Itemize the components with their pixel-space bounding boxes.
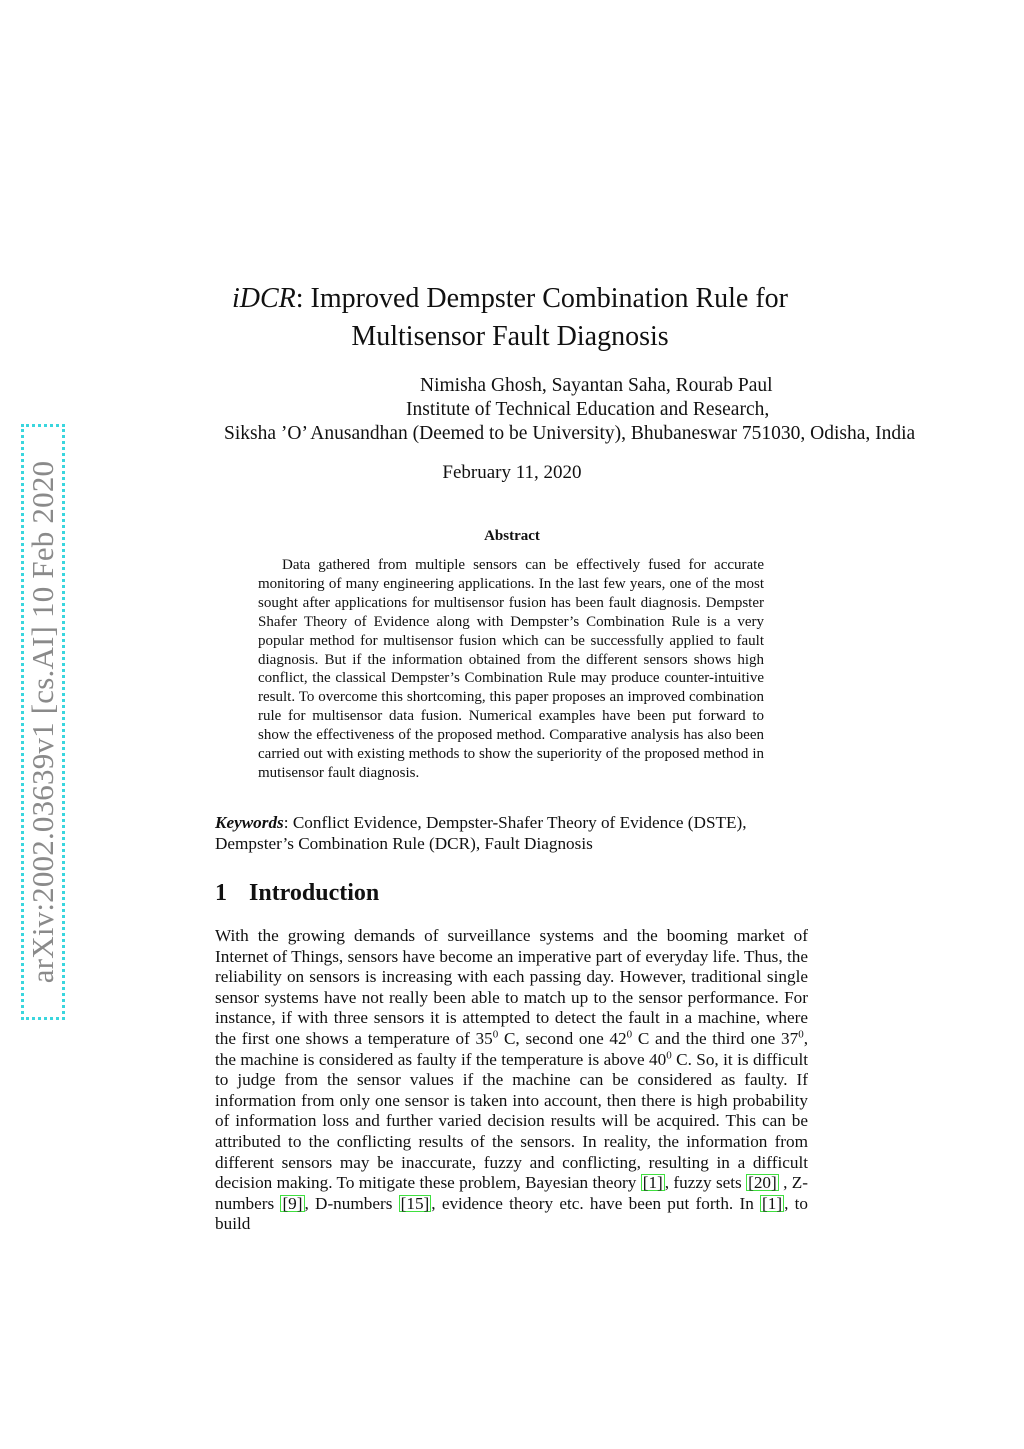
section-number: 1 (215, 880, 227, 906)
citation-link[interactable]: [9] (282, 1193, 303, 1213)
author-names: Nimisha Ghosh, Sayantan Saha, Rourab Paul (420, 375, 773, 396)
arxiv-identifier: arXiv:2002.03639v1 [cs.AI] 10 Feb 2020 (25, 460, 60, 984)
title-acronym: iDCR (231, 283, 296, 314)
section-heading-introduction (215, 880, 379, 907)
affiliation-line-2: Siksha ’O’ Anusandhan (Deemed to be University), Bhubaneswar 751030, Odisha, India (224, 423, 916, 444)
intro-text-4: , the machine is considered as faulty if the temperature is above 40 (215, 1028, 808, 1069)
title-line-2: Multisensor Fault Diagnosis (351, 321, 669, 352)
title-line-1 (150, 280, 870, 318)
intro-text-2: C, second one 42 (498, 1028, 627, 1048)
citation-link[interactable]: [20] (748, 1173, 777, 1193)
introduction-paragraph (215, 926, 808, 1235)
intro-text-9: , evidence theory etc. have been put forth. In (431, 1193, 761, 1213)
intro-text-3: C and the third one 37 (632, 1028, 799, 1048)
paper-title (150, 280, 870, 356)
citation-link[interactable]: [15] (400, 1193, 430, 1213)
keywords-label: Keywords (215, 813, 284, 832)
keywords (215, 812, 819, 854)
title-line-1-text: : Improved Dempster Combination Rule for (295, 283, 789, 314)
superscript-degree: 0 (798, 1028, 804, 1041)
intro-text-5: C. So, it is difficult to judge from the sensor values if the machine can be considered as faulty. If information from only one sensor is taken into account, then there is high probability of information loss and further varied decision results will be acquired. This can be attributed to the conflicting results of the sensors. In reality, the information from different sensors may be inaccurate, fuzzy and conflicting, resulting in a difficult decision making. To mitigate these problem, Bayesian theory (215, 1049, 809, 1193)
affiliation-line-1: Institute of Technical Education and Research, (406, 399, 770, 420)
superscript-degree: 0 (666, 1048, 672, 1061)
superscript-degree: 0 (626, 1028, 633, 1041)
paper-date: February 11, 2020 (442, 462, 582, 483)
superscript-degree: 0 (492, 1028, 499, 1041)
intro-text-1: With the growing demands of surveillance systems and the booming market of Internet of Things, sensors have become an imperative part of everyday life. Thus, the reliability on sensors is increasing with each passing day. However, traditional single sensor systems have not really been able to match up to the sensor performance. For instance, if with three sensors it is attempted to detect the fault in a machine, where the first one shows a temperature of 35 (215, 926, 808, 1048)
abstract-text: Data gathered from multiple sensors can be effectively fused for accurate monitoring of many engineering applications. In the last few years, one of the most sought after applications for multisensor fusion has been fault diagnosis. Dempster Shafer Theory of Evidence along with Dempster’s Combination Rule is a very popular method for multisensor fusion which can be successfully applied to fault diagnosis. But if the information obtained from the different sensors shows high conflict, the classical Dempster’s Combination Rule may produce counter-intuitive result. To overcome this shortcoming, this paper proposes an improved combination rule for multisensor data fusion. Numerical examples have been put forward to show the effectiveness of the proposed method. Comparative analysis has also been carried out with existing methods to show the superiority of the proposed method in mutisensor fault diagnosis. (258, 557, 764, 781)
intro-text-10: , to build (215, 1193, 809, 1234)
citation-link[interactable]: [1] (642, 1173, 663, 1193)
intro-text-8: , D-numbers (304, 1193, 399, 1213)
section-title: Introduction (249, 880, 380, 906)
arxiv-stamp (21, 424, 65, 1020)
author-block (200, 374, 1020, 446)
keywords-text: : Conflict Evidence, Dempster-Shafer Theory of Evidence (DSTE), Dempster’s Combination Rule (DCR), Fault Diagnosis (215, 813, 747, 853)
intro-text-6: , fuzzy sets (664, 1173, 747, 1193)
abstract-heading: Abstract (484, 528, 540, 544)
intro-text-7: , Z-numbers (215, 1173, 808, 1213)
citation-link[interactable]: [1] (762, 1193, 783, 1213)
